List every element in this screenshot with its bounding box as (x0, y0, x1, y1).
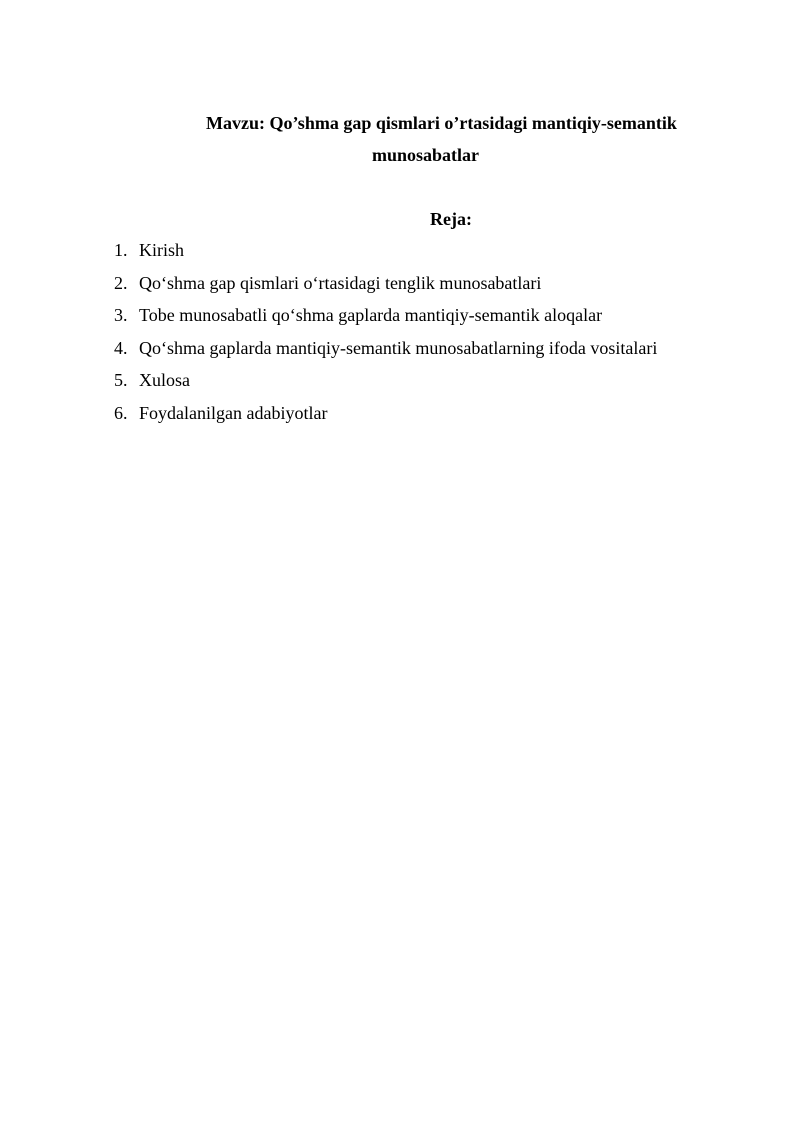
title-line-1: Mavzu: Qo’shma gap qismlari o’rtasidagi mantiqiy-semantik (206, 113, 677, 133)
plan-item (114, 399, 657, 432)
document-title (110, 107, 790, 171)
plan-item (114, 236, 657, 269)
plan-item-number: 5. (114, 370, 128, 390)
plan-item (114, 269, 657, 302)
plan-item-text: Kirish (139, 240, 184, 260)
plan-item-text: Tobe munosabatli qo‘shma gaplarda mantiqiy-semantik aloqalar (139, 305, 603, 325)
plan-item-number: 2. (114, 272, 128, 293)
plan-item (114, 334, 657, 367)
plan-item-text: Xulosa (139, 370, 190, 390)
title-line-2: munosabatlar (372, 145, 480, 165)
plan-heading: Reja: (430, 209, 472, 229)
plan-item-text: Foydalanilgan adabiyotlar (139, 402, 328, 423)
plan-list (114, 236, 657, 431)
plan-item-number: 6. (114, 402, 128, 423)
plan-item (114, 366, 657, 399)
plan-item-text: Qo‘shma gaplarda mantiqiy-semantik munosabatlarning ifoda vositalari (139, 337, 658, 358)
plan-item (114, 301, 657, 334)
plan-item-text: Qo‘shma gap qismlari o‘rtasidagi tenglik munosabatlari (139, 272, 542, 293)
plan-item-number: 1. (114, 240, 128, 260)
plan-item-number: 3. (114, 305, 128, 325)
plan-item-number: 4. (114, 337, 128, 358)
